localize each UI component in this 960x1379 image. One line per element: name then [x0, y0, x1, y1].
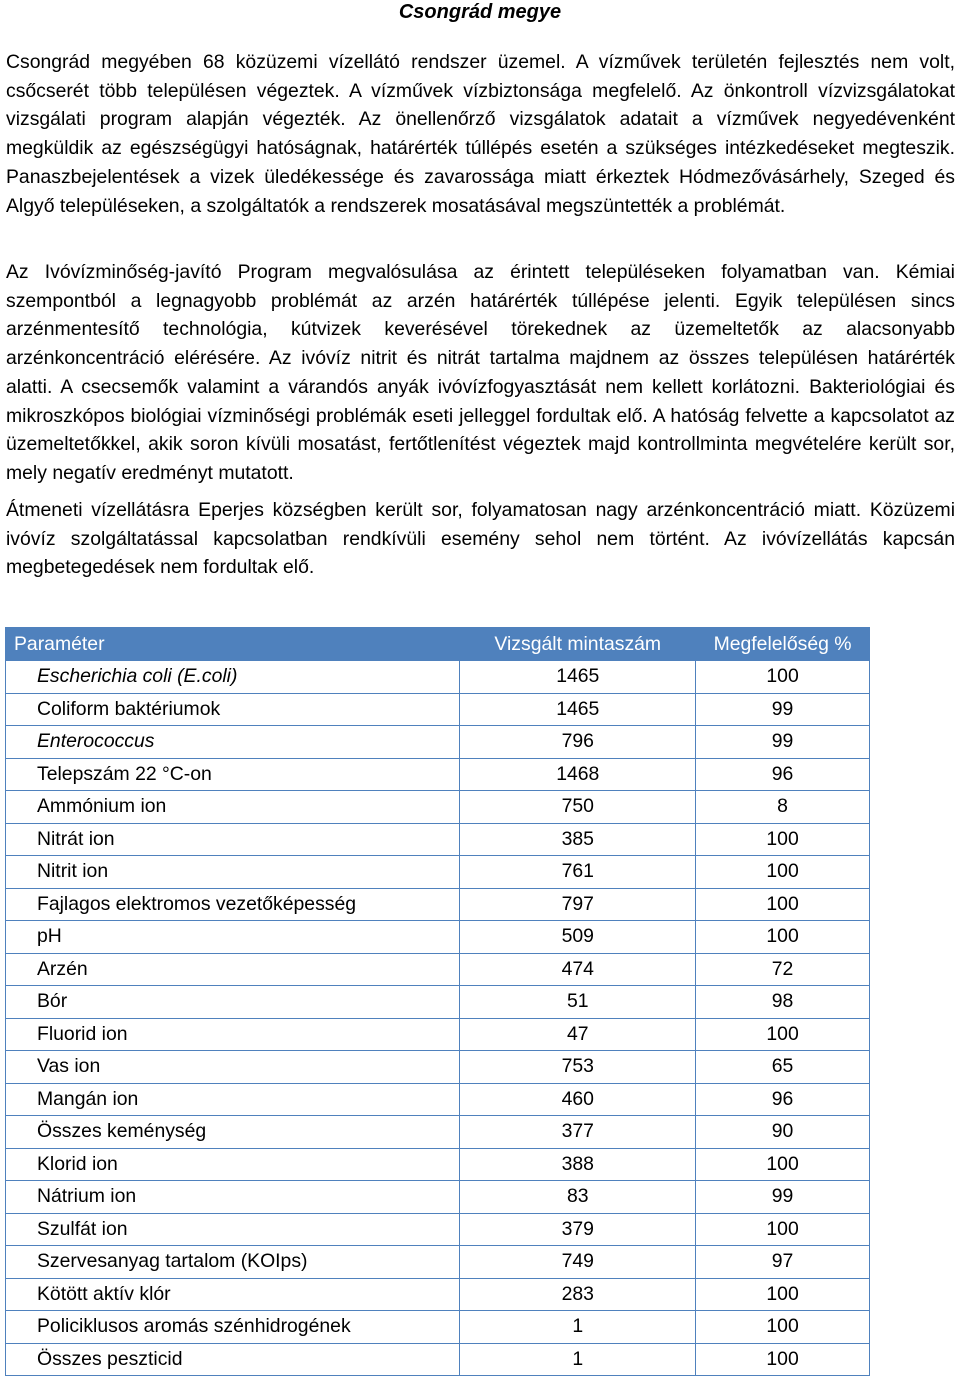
cell-parameter: Szulfát ion: [6, 1213, 460, 1246]
cell-compliance: 100: [696, 823, 870, 856]
cell-compliance: 72: [696, 953, 870, 986]
table-row: [6, 1051, 870, 1084]
cell-compliance: 99: [696, 726, 870, 759]
cell-sample-count: 51: [460, 986, 696, 1019]
cell-parameter: Fajlagos elektromos vezetőképesség: [6, 888, 460, 921]
cell-compliance: 100: [696, 1018, 870, 1051]
cell-sample-count: 796: [460, 726, 696, 759]
cell-compliance: 100: [696, 1311, 870, 1344]
cell-compliance: 8: [696, 791, 870, 824]
cell-compliance: 100: [696, 1278, 870, 1311]
cell-compliance: 100: [696, 856, 870, 889]
cell-parameter: Nitrát ion: [6, 823, 460, 856]
cell-parameter: Policiklusos aromás szénhidrogének: [6, 1311, 460, 1344]
table-row: [6, 726, 870, 759]
table-row: [6, 791, 870, 824]
header-sample-count: Vizsgált mintaszám: [460, 628, 696, 661]
cell-compliance: 100: [696, 888, 870, 921]
cell-parameter: Mangán ion: [6, 1083, 460, 1116]
table-row: [6, 856, 870, 889]
cell-compliance: 96: [696, 758, 870, 791]
cell-compliance: 65: [696, 1051, 870, 1084]
cell-parameter: Fluorid ion: [6, 1018, 460, 1051]
cell-compliance: 100: [696, 921, 870, 954]
table-header-row: [6, 628, 870, 661]
table-row: [6, 758, 870, 791]
cell-parameter: Nátrium ion: [6, 1181, 460, 1214]
cell-parameter: Enterococcus: [6, 726, 460, 759]
cell-sample-count: 379: [460, 1213, 696, 1246]
cell-parameter: Összes peszticid: [6, 1343, 460, 1376]
table-row: [6, 1311, 870, 1344]
cell-parameter: Coliform baktériumok: [6, 693, 460, 726]
cell-sample-count: 509: [460, 921, 696, 954]
cell-compliance: 99: [696, 693, 870, 726]
cell-parameter: Szervesanyag tartalom (KOIps): [6, 1246, 460, 1279]
table-row: [6, 921, 870, 954]
cell-sample-count: 797: [460, 888, 696, 921]
cell-parameter: Telepszám 22 °C-on: [6, 758, 460, 791]
cell-parameter: Nitrit ion: [6, 856, 460, 889]
paragraph-water-quality-program: Az Ivóvízminőség-javító Program megvalósulása az érintett településeken folyamatban van. Kémiai szempontból a legnagyobb problémát az arzén határérték túllépése jelenti. Egyik településen sincs arzénmentesítő technológia, kútvizek keverésével törekednek az üzemeltetők az alacsonyabb arzénkoncentráció elérésére. Az ivóvíz nitrit és nitrát tartalma majdnem az összes településen határérték alatti. A csecsemők valamint a várandós anyák ivóvízfogyasztását nem kellett korlátozni. Bakteriológiai és mikroszkópos biológiai vízminőségi problémák eseti jelleggel fordultak elő. A hatóság felvette a kapcsolatot az üzemeltetőkkel, akik soron kívüli mosatást, fertőtlenítést végeztek majd kontrollminta megvételére került sor, mely negatív eredményt mutatott.: [6, 261, 955, 484]
table-row: [6, 693, 870, 726]
cell-compliance: 100: [696, 1343, 870, 1376]
table-row: [6, 1116, 870, 1149]
cell-sample-count: 1465: [460, 661, 696, 694]
cell-parameter: Összes keménység: [6, 1116, 460, 1149]
cell-compliance: 99: [696, 1181, 870, 1214]
table-row: [6, 1148, 870, 1181]
table-row: [6, 1181, 870, 1214]
table-row: [6, 1018, 870, 1051]
cell-sample-count: 377: [460, 1116, 696, 1149]
table-row: [6, 986, 870, 1019]
cell-compliance: 97: [696, 1246, 870, 1279]
paragraph-water-systems: Csongrád megyében 68 közüzemi vízellátó rendszer üzemel. A vízművek területén fejlesztés nem volt, csőcserét több településen végeztek. A vízművek vízbiztonsága megfelelő. Az önkontroll vízvizsgálatokat vizsgálati program alapján végezték. Az önellenőrző vizsgálatok adatait a vízművek negyedévenként megküldik az egészségügyi hatóságnak, határérték túllépés esetén a szükséges intézkedéseket megteszik. Panaszbejelentések a vizek üledékessége és zavarossága miatt érkeztek Hódmezővásárhely, Szeged és Algyő településeken, a szolgáltatók a rendszerek mosatásával megszüntették a problémát.: [6, 51, 955, 217]
cell-sample-count: 1465: [460, 693, 696, 726]
header-compliance: Megfelelőség %: [696, 628, 870, 661]
page-title: Csongrád megye: [398, 1, 562, 23]
table-row: [6, 1343, 870, 1376]
cell-parameter: Kötött aktív klór: [6, 1278, 460, 1311]
cell-compliance: 100: [696, 1148, 870, 1181]
cell-sample-count: 474: [460, 953, 696, 986]
cell-parameter: Bór: [6, 986, 460, 1019]
cell-parameter: Escherichia coli (E.coli): [6, 661, 460, 694]
table-row: [6, 953, 870, 986]
table-row: [6, 1213, 870, 1246]
table-row: [6, 1083, 870, 1116]
table-row: [6, 1278, 870, 1311]
cell-sample-count: 753: [460, 1051, 696, 1084]
cell-parameter: Arzén: [6, 953, 460, 986]
cell-compliance: 90: [696, 1116, 870, 1149]
cell-sample-count: 47: [460, 1018, 696, 1051]
table-row: [6, 888, 870, 921]
cell-sample-count: 1468: [460, 758, 696, 791]
cell-sample-count: 749: [460, 1246, 696, 1279]
cell-compliance: 98: [696, 986, 870, 1019]
table-row: [6, 823, 870, 856]
cell-sample-count: 460: [460, 1083, 696, 1116]
cell-sample-count: 385: [460, 823, 696, 856]
cell-parameter: Klorid ion: [6, 1148, 460, 1181]
table-body: [6, 661, 870, 1376]
cell-compliance: 96: [696, 1083, 870, 1116]
cell-parameter: Ammónium ion: [6, 791, 460, 824]
cell-sample-count: 83: [460, 1181, 696, 1214]
cell-compliance: 100: [696, 1213, 870, 1246]
cell-compliance: 100: [696, 661, 870, 694]
water-quality-table: [5, 627, 870, 1376]
cell-sample-count: 750: [460, 791, 696, 824]
paragraph-temporary-supply: Átmeneti vízellátásra Eperjes községben került sor, folyamatosan nagy arzénkoncentráció miatt. Közüzemi ivóvíz szolgáltatással kapcsolatban rendkívüli esemény sehol nem történt. Az ivóvízellátás kapcsán megbetegedések nem fordultak elő.: [6, 499, 955, 579]
header-parameter: Paraméter: [6, 628, 460, 661]
cell-sample-count: 761: [460, 856, 696, 889]
cell-sample-count: 1: [460, 1343, 696, 1376]
cell-sample-count: 1: [460, 1311, 696, 1344]
cell-parameter: Vas ion: [6, 1051, 460, 1084]
table-row: [6, 1246, 870, 1279]
cell-sample-count: 283: [460, 1278, 696, 1311]
table-row: [6, 661, 870, 694]
cell-sample-count: 388: [460, 1148, 696, 1181]
cell-parameter: pH: [6, 921, 460, 954]
